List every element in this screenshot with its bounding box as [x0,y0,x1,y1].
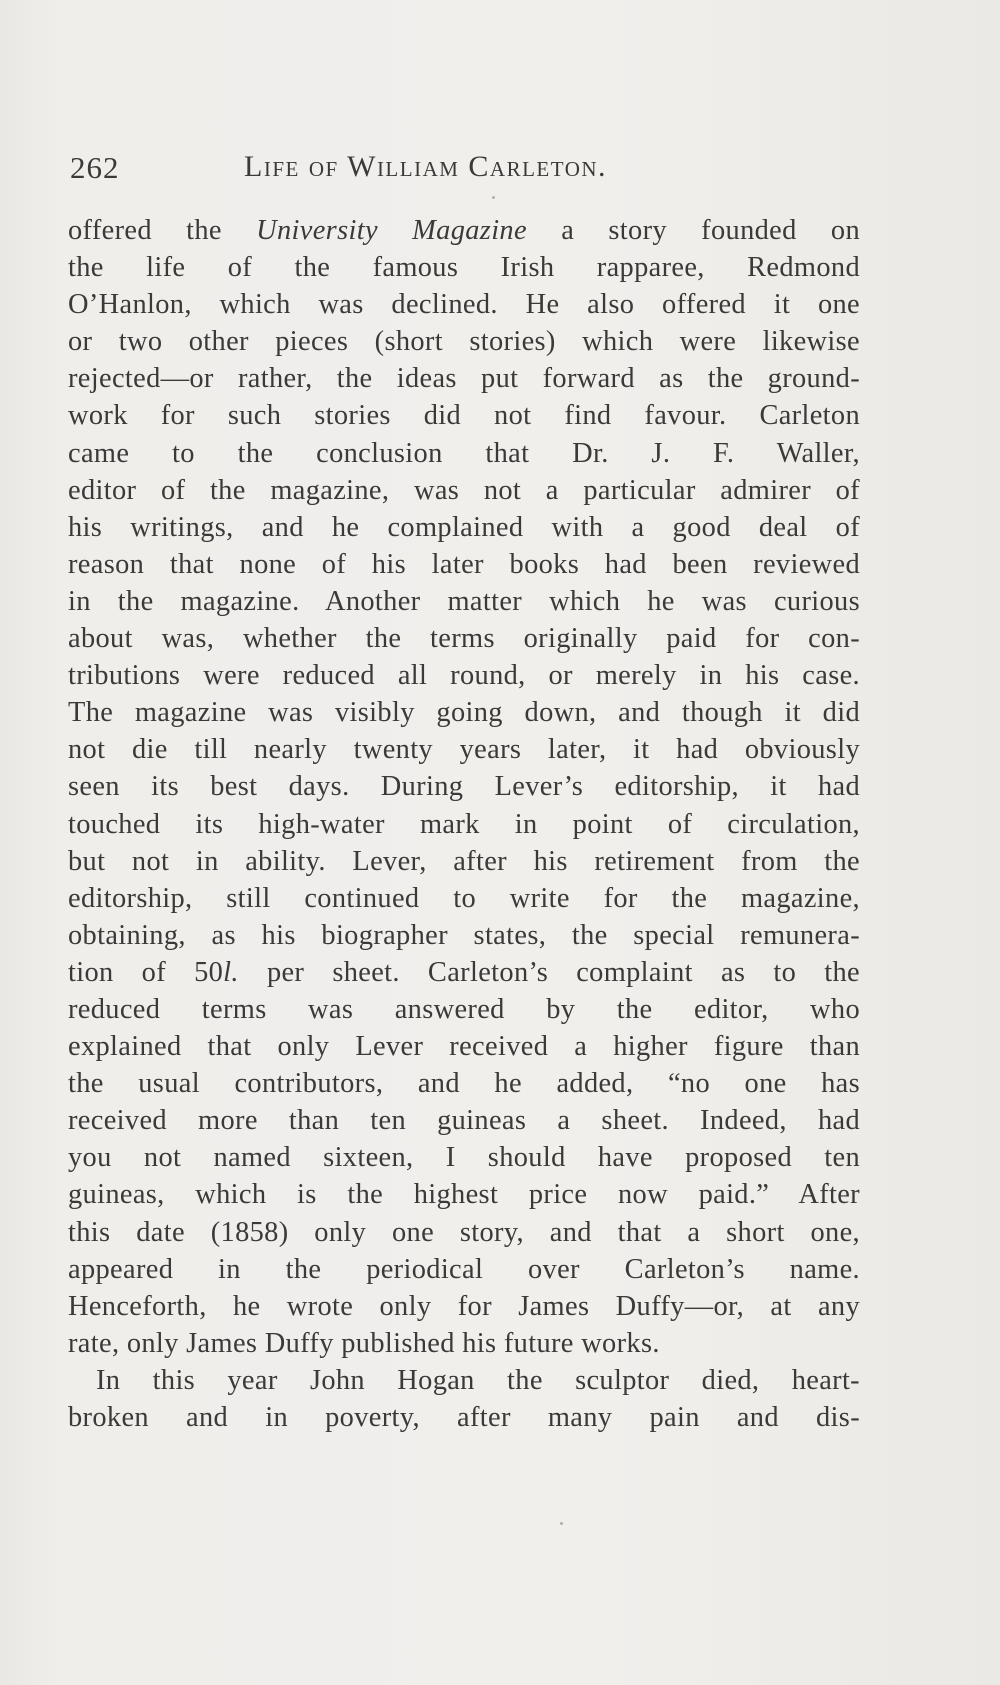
text-line [68,917,860,954]
text-line [68,249,860,286]
text-run: The magazine was visibly going down, and though it did [68,697,860,729]
text-line [68,360,860,397]
text-run: the usual contributors, and he added, “no one has [68,1068,860,1100]
text-run: touched its high-water mark in point of circulation, [68,808,860,840]
text-run: offered the [68,215,257,246]
text-run: in the magazine. Another matter which he was curious [68,585,860,617]
text-run: In this year John Hogan the sculptor died, heart- [96,1364,860,1396]
text-line [68,435,860,472]
italic-text: University Magazine [256,215,527,246]
text-run: this date (1858) only one story, and that a short one, [68,1216,860,1248]
text-line [68,1065,860,1102]
text-line [68,1325,860,1362]
text-run: rate, only James Duffy published his future works. [68,1327,660,1359]
paragraph [68,1362,860,1436]
text-line [68,583,860,620]
text-run: reason that none of his later books had been reviewed [68,548,860,580]
text-run: guineas, which is the highest price now paid.” After [68,1179,860,1211]
text-run: seen its best days. During Lever’s editorship, it had [68,771,860,803]
page-number: 262 [70,150,120,185]
text-run: tion of 50 [68,956,224,988]
text-run: not die till nearly twenty years later, it had obviously [68,734,860,766]
text-line [68,1399,860,1436]
text-line [68,1362,860,1399]
text-line [68,620,860,657]
text-line [68,323,860,360]
text-line [68,806,860,843]
text-line [68,1176,860,1213]
text-line [68,1288,860,1325]
text-line [68,991,860,1028]
text-run: but not in ability. Lever, after his retirement from the [68,845,860,877]
text-run: the life of the famous Irish rapparee, Redmond [68,252,860,284]
running-title: Life of William Carleton. [244,150,608,183]
text-line [68,397,860,434]
text-line [68,1251,860,1288]
text-line [68,1139,860,1176]
text-run: obtaining, as his biographer states, the special remunera- [68,919,860,951]
print-speck [492,196,495,199]
text-line [68,731,860,768]
text-run: editor of the magazine, was not a particular admirer of [68,474,860,506]
print-speck [560,1522,563,1525]
page-header [70,150,860,190]
text-run: work for such stories did not find favour. Carleton [68,400,860,432]
text-line [68,880,860,917]
text-run: Henceforth, he wrote only for James Duffy—or, at any [68,1290,860,1322]
text-line [68,286,860,323]
text-run: about was, whether the terms originally paid for con- [68,623,860,655]
text-run: came to the conclusion that Dr. J. F. Waller, [68,437,860,469]
text-run: received more than ten guineas a sheet. Indeed, had [68,1105,860,1137]
text-line [68,954,860,991]
text-line [68,1102,860,1139]
text-run: his writings, and he complained with a good deal of [68,511,860,543]
text-run: you not named sixteen, I should have proposed ten [68,1142,860,1174]
text-line [68,843,860,880]
text-line [68,1028,860,1065]
text-run: rejected—or rather, the ideas put forward as the ground- [68,363,860,395]
body-text [68,212,860,1436]
text-line [68,472,860,509]
text-run: editorship, still continued to write for the magazine, [68,882,860,914]
text-run: or two other pieces (short stories) which were likewise [68,326,860,358]
text-run: tributions were reduced all round, or merely in his case. [68,660,860,692]
italic-text: l. [223,956,239,988]
text-line [68,694,860,731]
text-run: explained that only Lever received a higher figure than [68,1031,860,1063]
paragraph [68,212,860,1362]
text-run: a story founded on [526,215,860,246]
text-run: per sheet. Carleton’s complaint as to the [238,956,860,988]
text-line [68,212,860,249]
text-line [68,768,860,805]
text-run: reduced terms was answered by the editor, who [68,993,860,1025]
text-line [68,657,860,694]
text-line [68,546,860,583]
text-line [68,509,860,546]
text-run: O’Hanlon, which was declined. He also offered it one [68,289,860,321]
text-line [68,1214,860,1251]
text-run: appeared in the periodical over Carleton’s name. [68,1253,860,1285]
text-run: broken and in poverty, after many pain and dis- [68,1402,860,1433]
